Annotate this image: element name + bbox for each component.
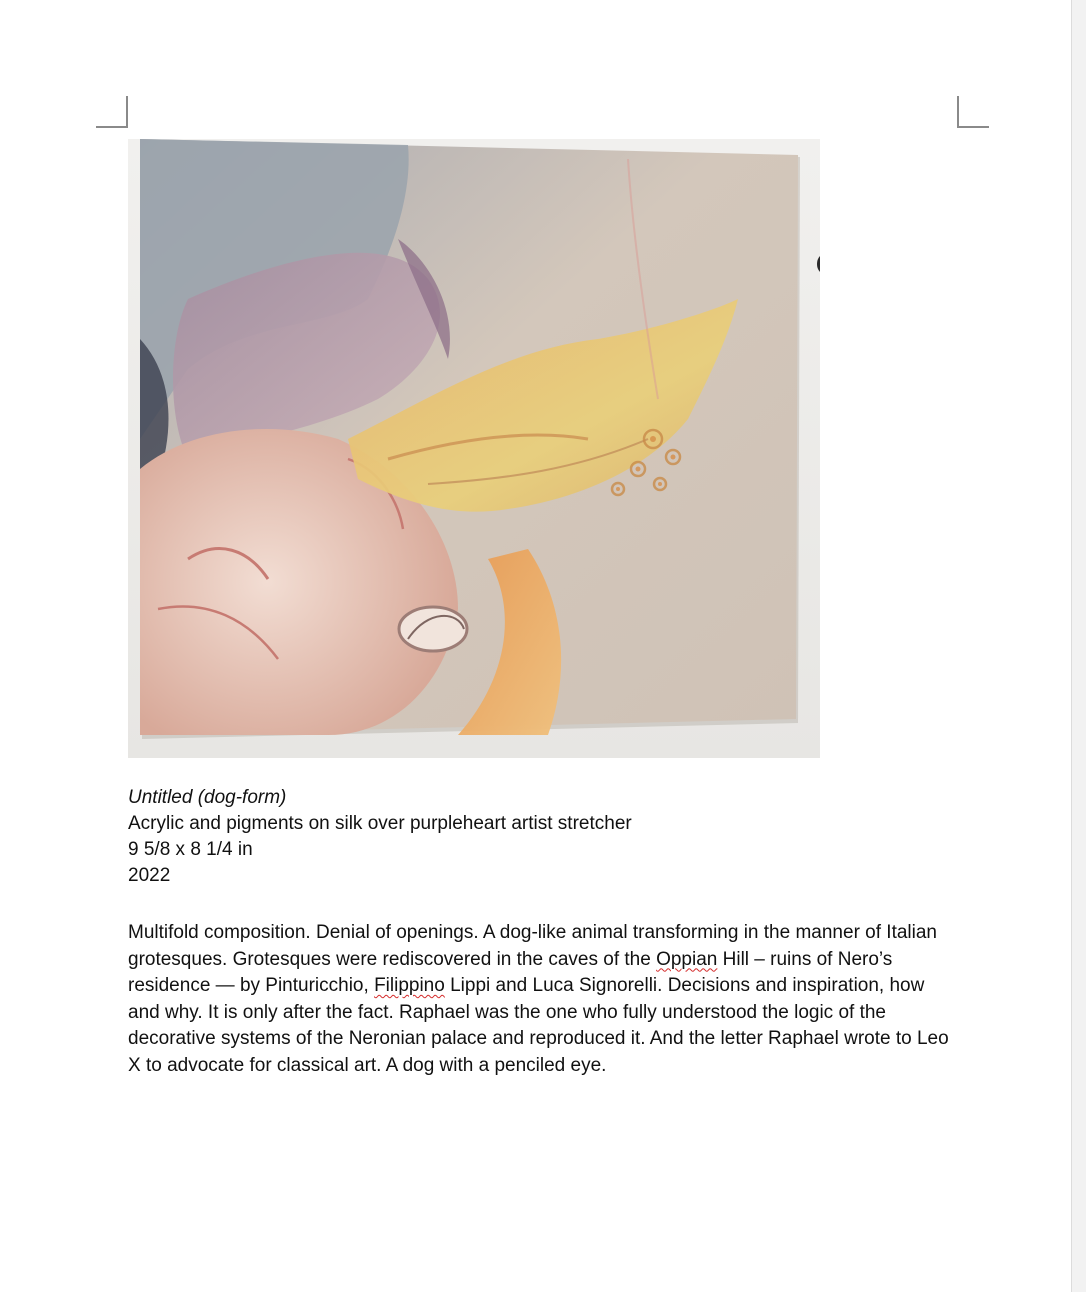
artwork-year: 2022 bbox=[128, 865, 171, 886]
misspelled-word-filippino[interactable]: Filippino bbox=[374, 975, 445, 996]
margin-crop-mark-left bbox=[96, 96, 128, 128]
artwork-description[interactable] bbox=[128, 920, 960, 1079]
artwork-photo[interactable] bbox=[128, 139, 820, 758]
description-part-2: Hill – ruins of Nero’s residence — by Pinturicchio, bbox=[128, 948, 893, 996]
margin-crop-mark-right bbox=[957, 96, 989, 128]
artwork-title: Untitled (dog-form) bbox=[128, 787, 287, 808]
description-part-1: Multifold composition. Denial of openings. A dog-like animal transforming in the manner of Italian grotesques. Grotesques were rediscovered in the caves of the bbox=[128, 922, 937, 970]
painting-image bbox=[128, 139, 820, 758]
artwork-medium: Acrylic and pigments on silk over purpleheart artist stretcher bbox=[128, 813, 632, 834]
misspelled-word-oppian[interactable]: Oppian bbox=[656, 948, 718, 970]
artwork-caption bbox=[128, 785, 958, 889]
description-part-3: Lippi and Luca Signorelli. Decisions and inspiration, how and why. It is only after the fact. Raphael was the one who fully understood the logic of the decorative systems of the Neronian palace and reproduced it. And the letter Raphael wrote to Leo X to advocate for classical art. A dog with a penciled eye. bbox=[128, 975, 949, 1076]
window-right-edge bbox=[1071, 0, 1086, 1292]
artwork-dimensions: 9 5/8 x 8 1/4 in bbox=[128, 839, 253, 860]
